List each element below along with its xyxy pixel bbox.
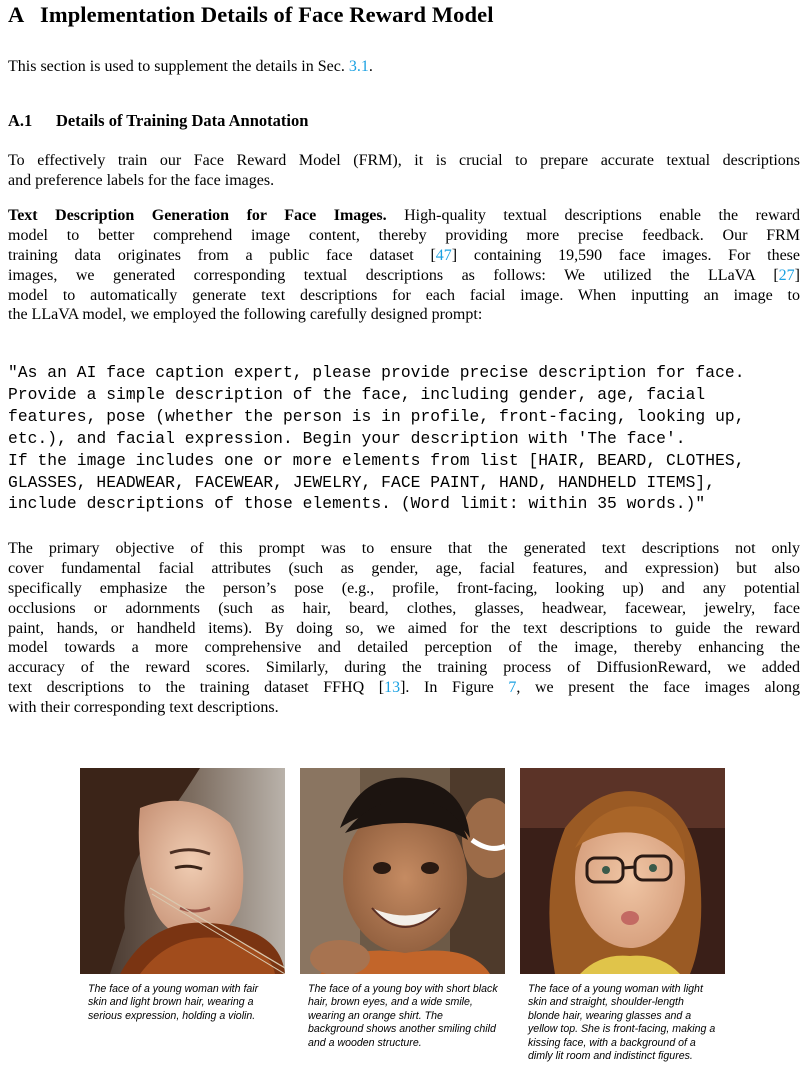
section-title: Implementation Details of Face Reward Model <box>40 2 494 27</box>
photo-glasses-illustration <box>520 768 725 974</box>
paragraph-line: and preference labels for the face images. <box>8 171 275 189</box>
line-text: High-quality textual descriptions enable the reward <box>386 207 800 224</box>
section-ref-link[interactable]: 3.1 <box>348 58 369 75</box>
prompt-code-block <box>8 362 745 515</box>
face-photo-glasses <box>520 768 725 974</box>
code-line: Provide a simple description of the face, including gender, age, facial <box>8 384 706 404</box>
line-text: training data originates from a public face dataset [ <box>8 246 436 264</box>
paragraph-line: model to automatically generate text descriptions for each facial image. When inputting an image to <box>8 286 800 304</box>
figure-panel-glasses <box>520 768 725 1063</box>
section-number: A <box>8 2 25 27</box>
intro-period: . <box>368 58 373 75</box>
paragraph-line: paint, hands, or handheld items). By doing so, we aimed for the text descriptions to guide the reward <box>8 619 800 637</box>
figure-caption: The face of a young woman with light skin and straight, shoulder-length blonde hair, wearing glasses and a yellow top. She is front-facing, making a kissing face, with a background of a dimly lit room and indistinct figures. <box>528 983 716 1063</box>
subsection-number: A.1 <box>8 111 33 130</box>
paragraph-line: specifically emphasize the person’s pose (e.g., profile, front-facing, looking up) and any potential <box>8 579 800 597</box>
paragraph-line <box>8 206 800 226</box>
code-line: features, pose (whether the person is in profile, front-facing, looking up, <box>8 406 745 426</box>
paragraph-line: the LLaVA model, we employed the following carefully designed prompt: <box>8 306 483 324</box>
paragraph-line <box>8 266 800 286</box>
run-in-heading: Text Description Generation for Face Images. <box>8 207 387 224</box>
figure-panel-violin <box>80 768 285 1023</box>
line-text: ]. In Figure <box>400 679 509 697</box>
figure-caption: The face of a young woman with fair skin and light brown hair, wearing a serious expression, holding a violin. <box>88 983 259 1022</box>
subsection-title: Details of Training Data Annotation <box>56 111 309 130</box>
subsection-heading <box>8 111 308 131</box>
photo-boy-illustration <box>300 768 505 974</box>
paragraph-line: The primary objective of this prompt was to ensure that the generated text descriptions not only <box>8 540 800 557</box>
paragraph-line: cover fundamental facial attributes (such as gender, age, facial features, and expression) but also <box>8 559 800 577</box>
paragraph-line: with their corresponding text descriptions. <box>8 699 279 717</box>
figure-ref-link[interactable]: 7 <box>508 679 517 697</box>
code-line: GLASSES, HEADWEAR, FACEWEAR, JEWELRY, FACE PAINT, HAND, HANDHELD ITEMS], <box>8 472 716 492</box>
paragraph-intro <box>8 151 800 191</box>
paragraph-line: model to better comprehend image content, thereby providing more precise feedback. Our FRM <box>8 226 800 244</box>
figure-panel-boy <box>300 768 505 1050</box>
paragraph-line: accuracy of the reward scores. Similarly, during the training process of DiffusionReward, we added <box>8 659 800 677</box>
section-heading <box>8 2 494 28</box>
paragraph-objective <box>8 539 800 718</box>
paragraph-line <box>8 678 800 698</box>
line-text: , we present the face images along <box>516 679 801 697</box>
face-photo-violin <box>80 768 285 974</box>
citation-link[interactable]: 13 <box>384 679 401 697</box>
paragraph-line: occlusions or adornments (such as hair, beard, clothes, glasses, headwear, facewear, jewelry, face <box>8 599 800 617</box>
line-text: ] <box>794 266 800 284</box>
intro-sentence <box>8 58 373 76</box>
code-line: "As an AI face caption expert, please provide precise description for face. <box>8 363 745 382</box>
line-text: ] containing 19,590 face images. For these <box>451 246 800 264</box>
code-line: etc.), and facial expression. Begin your description with 'The face'. <box>8 428 686 448</box>
face-photo-boy <box>300 768 505 974</box>
line-text: images, we generated corresponding textual descriptions as follows: We utilized the LLaVA [ <box>8 266 779 284</box>
paragraph-line: model towards a more comprehensive and detailed perception of the image, thereby enhancing the <box>8 639 800 657</box>
photo-violin-illustration <box>80 768 285 974</box>
paragraph-line: To effectively train our Face Reward Model (FRM), it is crucial to prepare accurate textual descriptions <box>8 152 800 169</box>
code-line: If the image includes one or more elements from list [HAIR, BEARD, CLOTHES, <box>8 450 745 470</box>
intro-text: This section is used to supplement the details in Sec. <box>8 58 349 75</box>
code-line: include descriptions of those elements. (Word limit: within 35 words.)" <box>8 494 706 514</box>
line-text: text descriptions to the training dataset FFHQ [ <box>8 679 385 697</box>
paragraph-line <box>8 246 800 266</box>
citation-link[interactable]: 47 <box>435 246 452 264</box>
figure-caption: The face of a young boy with short black hair, brown eyes, and a wide smile, wearing an orange shirt. The background shows another smiling child and a wooden structure. <box>308 983 498 1049</box>
citation-link[interactable]: 27 <box>778 266 795 284</box>
paragraph-text-description <box>8 206 800 325</box>
